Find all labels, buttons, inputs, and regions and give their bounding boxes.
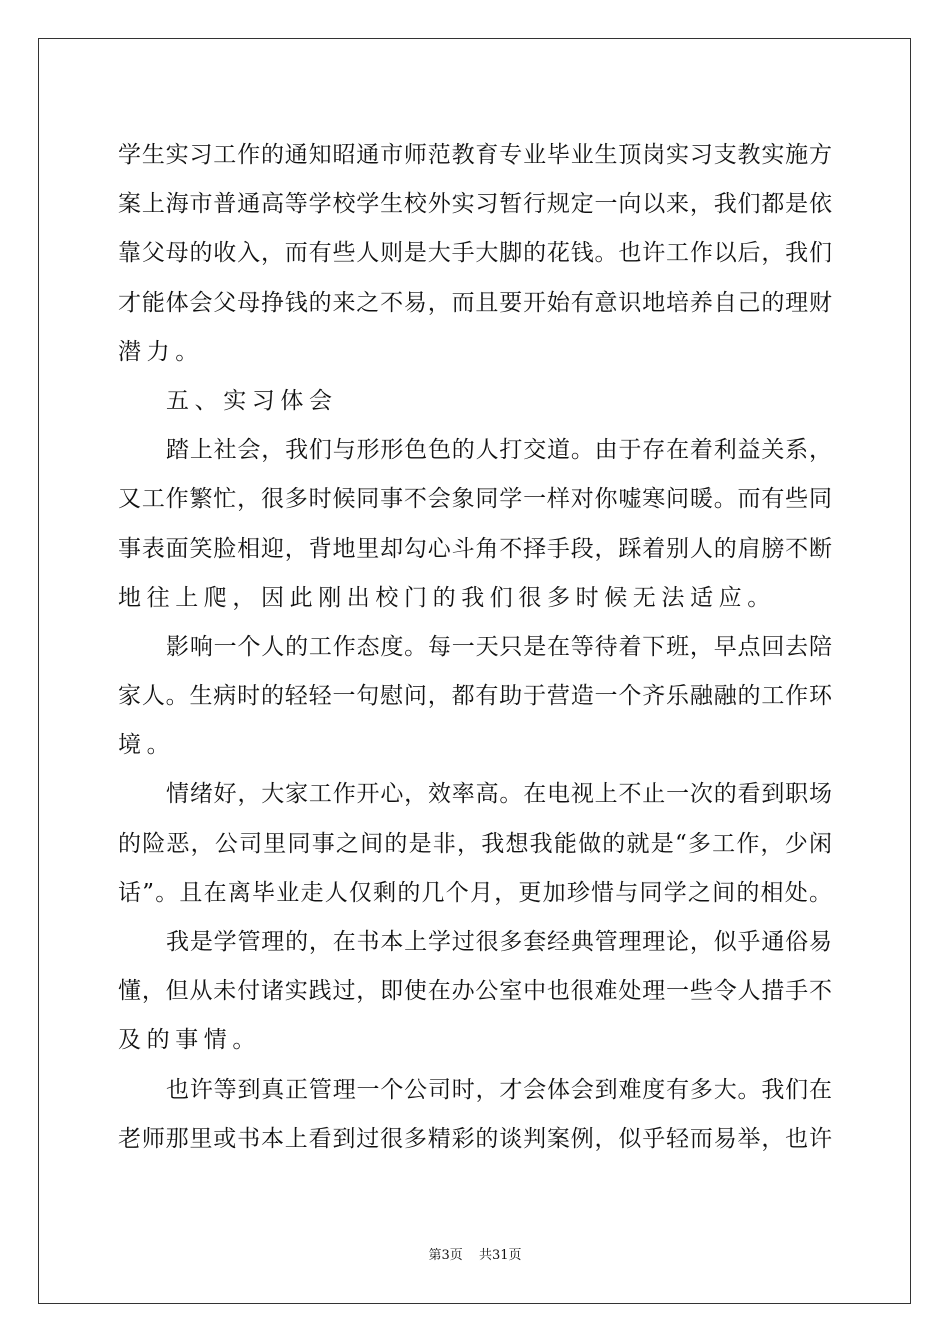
text-line: 的险恶，公司里同事之间的是非，我想我能做的就是“多工作，少闲	[118, 830, 832, 857]
page-number: 第3页	[428, 1248, 463, 1263]
text-line: 学生实习工作的通知昭通市师范教育专业毕业生顶岗实习支教实施方	[118, 142, 832, 168]
text-line: 家人。生病时的轻轻一句慰问，都有助于营造一个齐乐融融的工作环	[118, 683, 832, 710]
paragraph	[118, 1066, 832, 1164]
paragraph	[118, 131, 832, 377]
text-line: 情绪好，大家工作开心，效率高。在电视上不止一次的看到职场	[166, 781, 832, 808]
text-line: 老师那里或书本上看到过很多精彩的谈判案例，似乎轻而易举，也许	[118, 1125, 832, 1152]
text-line: 懂，但从未付诸实践过，即使在办公室中也很难处理一些令人措手不	[118, 978, 832, 1005]
document-body	[118, 131, 832, 1164]
text-line: 五、实习体会	[166, 387, 338, 414]
paragraph	[118, 623, 832, 771]
text-line: 影响一个人的工作态度。每一天只是在等待着下班，早点回去陪	[166, 633, 832, 660]
text-line: 也许等到真正管理一个公司时，才会体会到难度有多大。我们在	[166, 1076, 832, 1103]
text-line: 案上海市普通高等学校学生校外实习暂行规定一向以来，我们都是依	[118, 191, 832, 218]
text-line: 才能体会父母挣钱的来之不易，而且要开始有意识地培养自己的理财	[118, 289, 832, 316]
text-line: 靠父母的收入，而有些人则是大手大脚的花钱。也许工作以后，我们	[118, 240, 832, 267]
text-line: 又工作繁忙，很多时候同事不会象同学一样对你嘘寒问暖。而有些同	[118, 486, 832, 513]
paragraph	[118, 426, 832, 623]
text-line: 踏上社会，我们与形形色色的人打交道。由于存在着利益关系，	[166, 437, 832, 464]
page-footer	[0, 1244, 950, 1263]
text-line: 及的事情。	[118, 1027, 261, 1054]
paragraph	[118, 770, 832, 918]
text-line: 我是学管理的，在书本上学过很多套经典管理理论，似乎通俗易	[166, 929, 832, 955]
text-line: 话”。且在离毕业走人仅剩的几个月，更加珍惜与同学之间的相处。	[118, 879, 832, 906]
paragraph	[118, 918, 832, 1066]
text-line: 地往上爬，因此刚出校门的我们很多时候无法适应。	[118, 584, 776, 611]
page-total: 共31页	[478, 1248, 522, 1263]
text-line: 境。	[118, 732, 176, 759]
text-line: 潜力。	[118, 338, 204, 365]
text-line: 事表面笑脸相迎，背地里却勾心斗角不择手段，踩着别人的肩膀不断	[118, 535, 832, 562]
paragraph	[118, 377, 832, 426]
